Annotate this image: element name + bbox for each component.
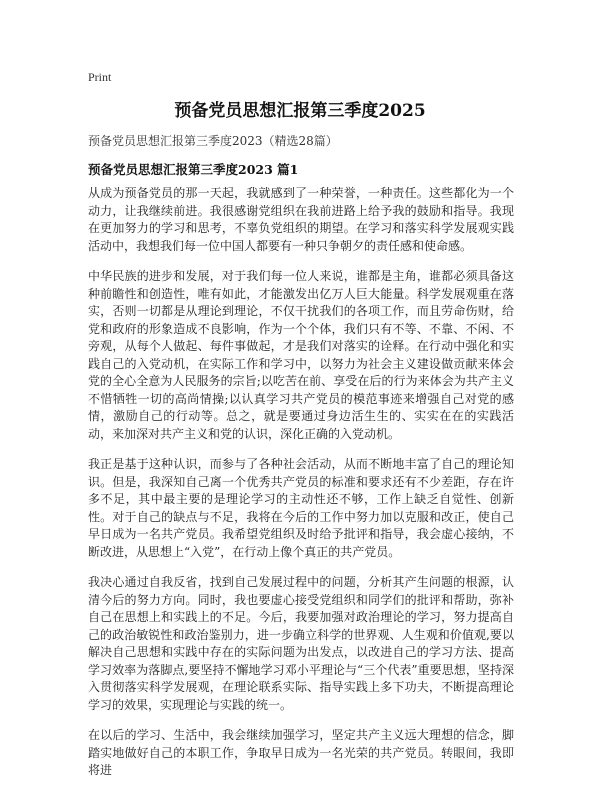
paragraph: 从成为预备党员的那一天起，我就感到了一种荣誉，一种责任。这些都化为一个动力，让我继续前进。我很感谢党组织在我前进路上给予我的鼓励和指导。我现在更加努力的学习和思考，不辜负党组织的期望。在学习和落实科学发展观实践活动中，我想我们每一位中国人都要有一种只争朝夕的责任感和使命感。	[88, 186, 514, 253]
document-body	[88, 185, 514, 793]
paragraph: 在以后的学习、生活中，我会继续加强学习，坚定共产主义远大理想的信念，脚踏实地做好自己的本职工作，争取早日成为一名光荣的共产党员。转眼间，我即将进	[88, 728, 514, 777]
document-title: 预备党员思想汇报第三季度2025	[174, 101, 426, 121]
paragraph: 中华民族的进步和发展，对于我们每一位人来说，谁都是主角，谁都必须具备这种前瞻性和创造性，唯有如此，才能激发出亿万人巨大能量。科学发展观重在落实，否则一切都是从理论到理论，不仅干扰我们的各项工作，而且劳命伤财，给党和政府的形象造成不良影响，作为一个个体，我们只有不等、不靠、不闲、不旁观，从每个人做起、每件事做起，才是我们对落实的诠释。在行动中强化和实践自己的入党动机，在实际工作和学习中，以努力为社会主义建设做贡献来体会党的全心全意为人民服务的宗旨;以吃苦在前、享受在后的行为来体会为共产主义不惜牺牲一切的高尚情操;以认真学习共产党员的模范事迹来增强自己对党的感情，激励自己的行动等。总之，就是要通过身边活生生的、实实在在的实践活动，来加深对共产主义和党的认识，深化正确的入党动机。	[88, 269, 514, 441]
paragraph: 我正是基于这种认识，而参与了各种社会活动，从而不断地丰富了自己的理论知识。但是，我深知自己离一个优秀共产党员的标准和要求还有不少差距，存在许多不足，其中最主要的是理论学习的主动性还不够，工作上缺乏自觉性、创新性。对于自己的缺点与不足，我将在今后的工作中努力加以克服和改正，使自己早日成为一名共产党员。我希望党组织及时给予批评和指导，我会虚心接纳，不断改进，从思想上“入党”，在行动上像个真正的共产党员。	[88, 457, 514, 559]
print-link[interactable]: Print	[88, 70, 112, 84]
paragraph: 我决心通过自我反省，找到自己发展过程中的问题，分析其产生问题的根源，认清今后的努力方向。同时，我也要虚心接受党组织和同学们的批评和帮助，弥补自己在思想上和实践上的不足。今后，我要加强对政治理论的学习，努力提高自己的政治敏锐性和政治鉴别力，进一步确立科学的世界观、人生观和价值观,要以解决自己思想和实践中存在的实际问题为出发点，以改进自己的学习方法、提高学习效率为落脚点,要坚持不懈地学习邓小平理论与“三个代表”重要思想，坚持深入贯彻落实科学发展观，在理论联系实际、指导实践上多下功夫，不断提高理论学习的效果，实现理论与实践的统一。	[88, 575, 514, 712]
section-heading: 预备党员思想汇报第三季度2023 篇1	[88, 162, 299, 177]
document-subtitle: 预备党员思想汇报第三季度2023（精选28篇）	[88, 134, 338, 148]
